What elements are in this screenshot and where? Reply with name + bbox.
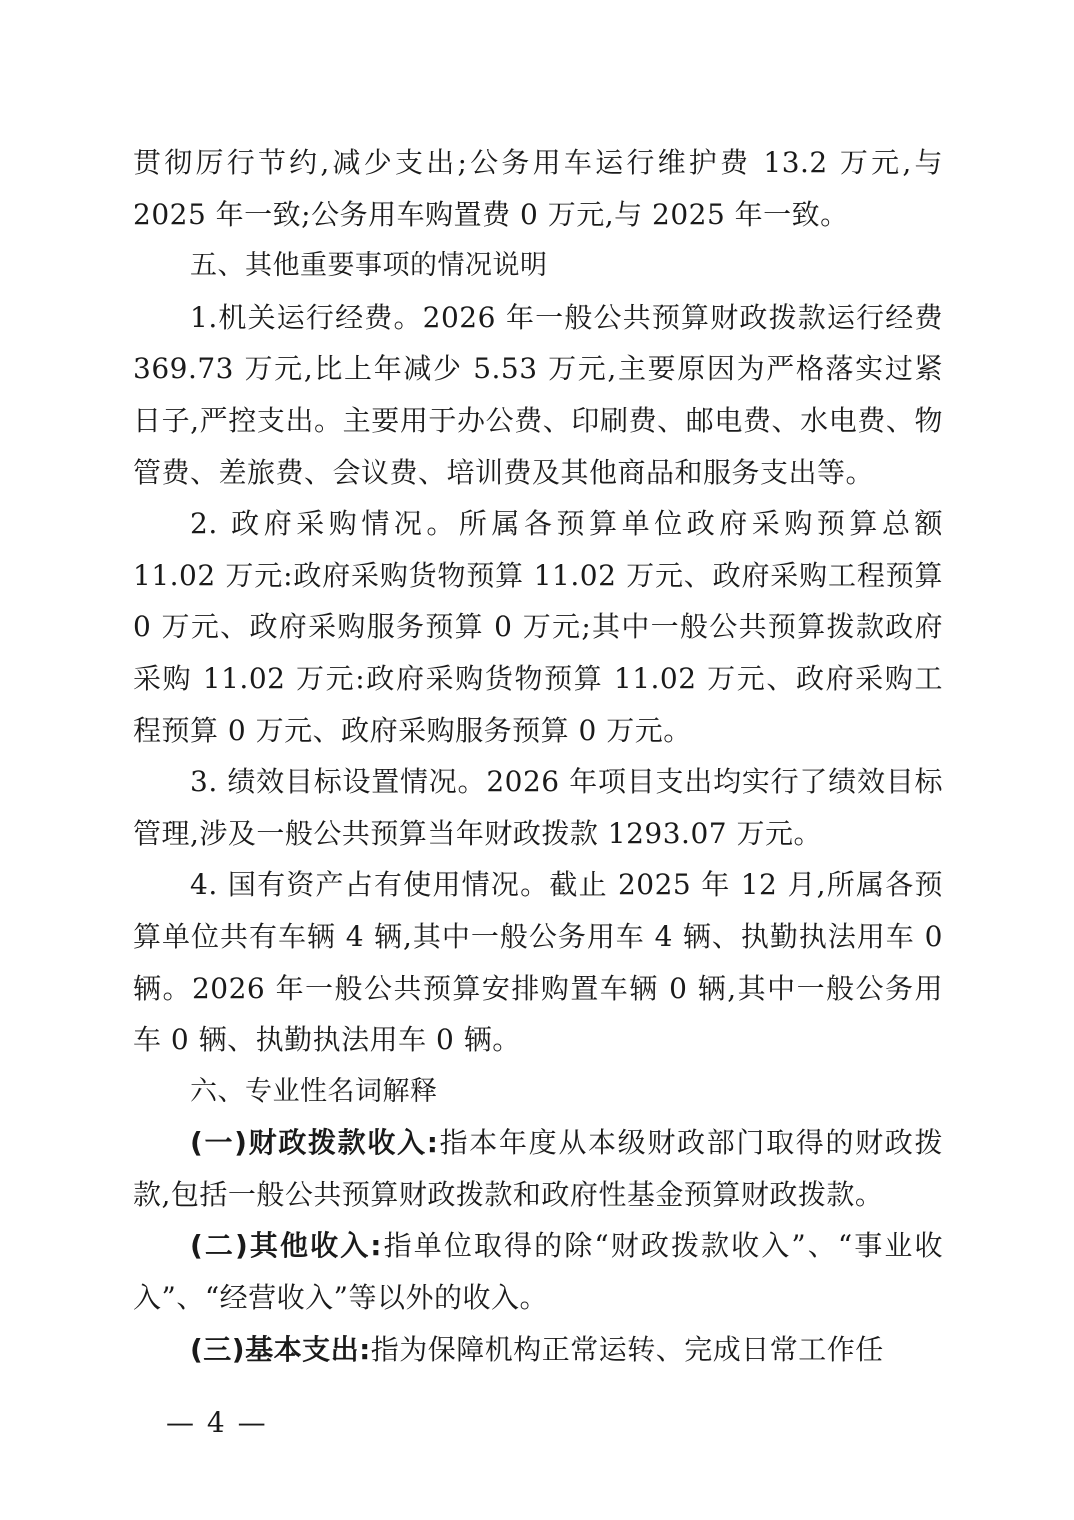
paragraph-procurement: 2. 政府采购情况。所属各预算单位政府采购预算总额 11.02 万元:政府采购货物预算 11.02 万元、政府采购工程预算 0 万元、政府采购服务预算 0 万元;其中一般公共预算拨款政府采购 11.02 万元:政府采购货物预算 11.02 万元、政府采购工程预算 0 万元、政府采购服务预算 0 万元。 (133, 507, 943, 747)
term-text-3: 指为保障机构正常运转、完成日常工作任 (370, 1332, 884, 1366)
paragraph-vehicle-costs: 贯彻厉行节约,减少支出;公务用车运行维护费 13.2 万元,与 2025 年一致;公务用车购置费 0 万元,与 2025 年一致。 (133, 146, 943, 231)
section-heading-5: 五、其他重要事项的情况说明 (190, 250, 548, 282)
term-definition-1 (133, 1117, 943, 1220)
term-definition-2 (133, 1220, 943, 1323)
term-text-2: 指单位取得的除“财政拨款收入”、“事业收入”、“经营收入”等以外的收入。 (133, 1229, 943, 1315)
page-number: — 4 — (166, 1406, 268, 1439)
term-definition-3 (133, 1324, 943, 1376)
document-body (133, 137, 943, 1375)
term-label-3: (三)基本支出: (190, 1332, 371, 1366)
term-label-1: (一)财政拨款收入: (190, 1126, 439, 1160)
paragraph-operating-funds: 1.机关运行经费。2026 年一般公共预算财政拨款运行经费 369.73 万元,比上年减少 5.53 万元,主要原因为严格落实过紧日子,严控支出。主要用于办公费、印刷费、邮电费、水电费、物管费、差旅费、会议费、培训费及其他商品和服务支出等。 (133, 300, 943, 489)
paragraph-performance-goals: 3. 绩效目标设置情况。2026 年项目支出均实行了绩效目标管理,涉及一般公共预算当年财政拨款 1293.07 万元。 (133, 765, 943, 850)
paragraph-state-assets: 4. 国有资产占有使用情况。截止 2025 年 12 月,所属各预算单位共有车辆 4 辆,其中一般公务用车 4 辆、执勤执法用车 0 辆。2026 年一般公共预算安排购置车辆 0 辆,其中一般公务用车 0 辆、执勤执法用车 0 辆。 (133, 868, 943, 1057)
term-text-1: 指本年度从本级财政部门取得的财政拨款,包括一般公共预算财政拨款和政府性基金预算财政拨款。 (133, 1126, 943, 1211)
section-heading-6: 六、专业性名词解释 (190, 1075, 438, 1107)
term-label-2: (二)其他收入: (190, 1229, 383, 1263)
